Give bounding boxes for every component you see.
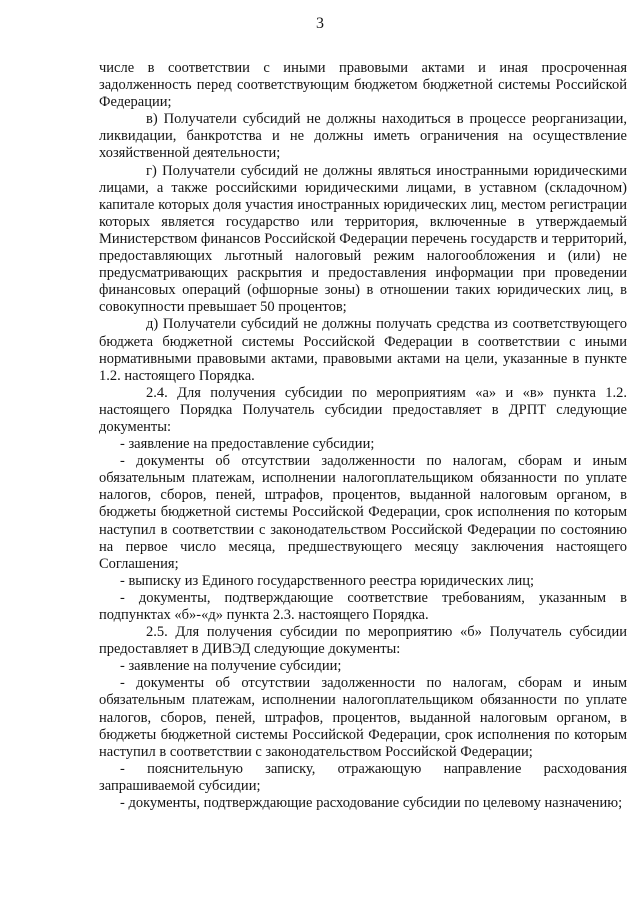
list-item-subsidy-request: - заявление на получение субсидии; — [120, 658, 342, 675]
list-item-application: - заявление на предоставление субсидии; — [120, 436, 375, 453]
list-item-tax-documents-2: - документы об отсутствии задолженности по налогам, сборам и иным обязательным платежам, исполнении налогоплательщиком обязанности по уплате налогов, сборов, пеней, штрафов, процентов, выданной налоговым органом, в бюджеты бюджетной системы Российской Федерации, срок исполнения по которым наступил в соответствии с законодательством Российской Федерации; — [99, 675, 627, 760]
document-body — [99, 60, 627, 812]
paragraph-item-g: г) Получатели субсидий не должны являться иностранными юридическими лицами, а также российскими юридическими лицами, в уставном (складочном) капитале которых доля участия иностранных юридических лиц, местом регистрации которых является государство или территория, включенные в утверждаемый Министерством финансов Российской Федерации перечень государств и территорий, предоставляющих льготный налоговый режим налогообложения и (или) не предусматривающих раскрытия и предоставления информации при проведении финансовых операций (офшорные зоны) в отношении таких юридических лиц, в совокупности превышает 50 процентов; — [99, 162, 627, 316]
page-number: 3 — [316, 15, 324, 32]
list-item-tax-documents: - документы об отсутствии задолженности по налогам, сборам и иным обязательным платежам, исполнении налогоплательщиком обязанности по уплате налогов, сборов, пеней, штрафов, процентов, выданной налоговым органом, в бюджеты бюджетной системы Российской Федерации, срок исполнения по которым наступил в соответствии с законодательством Российской Федерации по состоянию на первое число месяца, предшествующего месяцу заключения настоящего Соглашения; — [99, 453, 627, 572]
paragraph-2-4: 2.4. Для получения субсидии по мероприятиям «а» и «в» пункта 1.2. настоящего Порядка Получатель субсидии предоставляет в ДРПТ следующие документы: — [99, 384, 627, 435]
list-item-registry-extract: - выписку из Единого государственного реестра юридических лиц; — [120, 572, 535, 589]
paragraph-continuation: числе в соответствии с иными правовыми актами и иная просроченная задолженность перед соответствующим бюджетом бюджетной системы Российской Федерации; — [99, 60, 627, 111]
paragraph-item-v: в) Получатели субсидий не должны находиться в процессе реорганизации, ликвидации, банкротства и не должны иметь ограничения на осуществление хозяйственной деятельности; — [99, 111, 627, 162]
list-item-compliance-documents: - документы, подтверждающие соответствие требованиям, указанным в подпунктах «б»-«д» пункта 2.3. настоящего Порядка. — [99, 589, 627, 623]
list-item-explanatory-note: - пояснительную записку, отражающую направление расходования запрашиваемой субсидии; — [99, 760, 627, 794]
paragraph-item-d: д) Получатели субсидий не должны получать средства из соответствующего бюджета бюджетной системы Российской Федерации в соответствии с иными нормативными правовыми актами, правовыми актами на цели, указанные в пункте 1.2. настоящего Порядка. — [99, 316, 627, 384]
paragraph-2-5: 2.5. Для получения субсидии по мероприятию «б» Получатель субсидии предоставляет в ДИВЭД следующие документы: — [99, 624, 627, 658]
list-item-spending-documents: - документы, подтверждающие расходование субсидии по целевому назначению; — [120, 795, 623, 812]
